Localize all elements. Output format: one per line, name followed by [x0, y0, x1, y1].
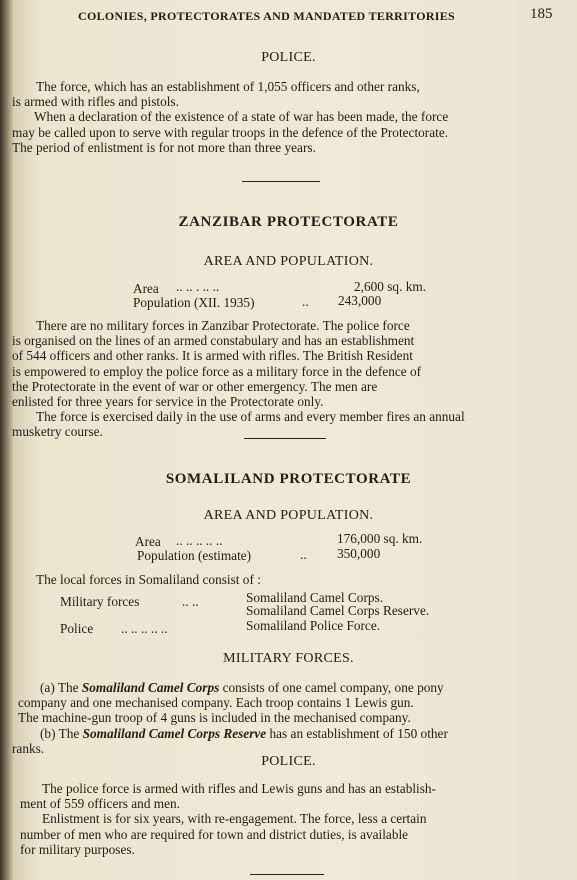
text-line: ment of 559 officers and men.	[20, 796, 181, 812]
text-line: Enlistment is for six years, with re-engagement. The force, less a certain	[42, 811, 427, 827]
text-line: is empowered to employ the police force as a military force in the defence of	[12, 363, 422, 379]
military-item: Somaliland Camel Corps.	[246, 590, 384, 605]
military-forces-label: Military forces	[60, 594, 140, 609]
police-heading: POLICE.	[261, 50, 316, 65]
section-divider	[244, 438, 326, 439]
text-line: There are no military forces in Zanzibar Protectorate. The police force	[36, 318, 410, 333]
text-line: The period of enlistment is for not more than three years.	[12, 139, 316, 155]
somaliland-police-paragraph	[12, 781, 557, 857]
text-line: The force, which has an establishment of 1,055 officers and other ranks,	[36, 79, 420, 94]
somaliland-title: SOMALILAND PROTECTORATE	[165, 471, 412, 487]
page-number: 185	[530, 6, 553, 22]
running-header: COLONIES, PROTECTORATES AND MANDATED TERRITORIES	[78, 9, 456, 23]
unit-name: Somaliland Camel Corps Reserve	[82, 725, 267, 741]
police-paragraph	[12, 79, 557, 155]
somaliland-area-population-heading: AREA AND POPULATION.	[203, 508, 374, 523]
text-line: of 544 officers and other ranks. It is armed with rifles. The British Resident	[12, 348, 413, 364]
text-line: enlisted for three years for service in the Protectorate only.	[12, 394, 324, 410]
text-line: ranks.	[12, 740, 45, 756]
police-item: Somaliland Police Force.	[246, 618, 381, 633]
zanzibar-area-population-heading: AREA AND POPULATION.	[203, 254, 374, 269]
zanzibar-area-label: Area	[133, 281, 159, 296]
section-divider	[250, 874, 324, 875]
somaliland-population-label: Population (estimate)	[137, 548, 252, 563]
forces-intro: The local forces in Somaliland consist of :	[36, 572, 261, 587]
section-divider	[242, 181, 320, 182]
text-fragment: consists of one camel company, one pony	[219, 680, 444, 695]
text-line: The machine-gun troop of 4 guns is included in the mechanised company.	[18, 710, 411, 726]
leader-dots: .. .. . .. ..	[176, 279, 220, 294]
zanzibar-area-value: 2,600 sq. km.	[354, 279, 427, 294]
zanzibar-population-label: Population (XII. 1935)	[133, 295, 255, 310]
text-line: number of men who are required for town and district duties, is available	[20, 826, 409, 842]
text-line: musketry course.	[12, 424, 103, 440]
text-line: may be called upon to serve with regular troops in the defence of the Protectorate.	[12, 124, 449, 140]
leader-dots: .. .. .. .. ..	[176, 533, 223, 548]
military-forces-paragraph	[12, 680, 557, 756]
text-line: company and one mechanised company. Each troop contains 1 Lewis gun.	[18, 695, 414, 711]
leader-dots: ..	[302, 294, 309, 309]
text-line: The force is exercised daily in the use of arms and every member fires an annual	[36, 409, 465, 425]
zanzibar-title: ZANZIBAR PROTECTORATE	[178, 214, 399, 230]
somaliland-area-label: Area	[135, 534, 161, 549]
leader-dots: ..	[300, 547, 307, 562]
text-fragment: (b) The	[40, 725, 83, 741]
somaliland-area-value: 176,000 sq. km.	[337, 531, 423, 546]
text-fragment: (a) The	[40, 680, 82, 695]
unit-name: Somaliland Camel Corps	[81, 680, 220, 695]
text-line	[12, 726, 557, 741]
military-forces-heading: MILITARY FORCES.	[223, 651, 354, 666]
leader-dots: .. ..	[182, 594, 199, 609]
leader-dots: .. .. .. .. ..	[121, 621, 168, 636]
somaliland-population-value: 350,000	[337, 546, 381, 561]
police-label: Police	[60, 621, 94, 636]
text-line: is armed with rifles and pistols.	[12, 94, 179, 110]
text-line: is organised on the lines of an armed constabulary and has an establishment	[12, 333, 415, 349]
text-line: The police force is armed with rifles and Lewis guns and has an establish-	[42, 781, 436, 796]
text-line: for military purposes.	[20, 841, 135, 857]
zanzibar-population-value: 243,000	[338, 293, 382, 308]
text-line: When a declaration of the existence of a state of war has been made, the force	[34, 109, 449, 125]
text-fragment: has an establishment of 150 other	[266, 725, 448, 741]
text-line: the Protectorate in the event of war or other emergency. The men are	[12, 378, 378, 394]
text-line	[12, 680, 557, 695]
somaliland-police-heading: POLICE.	[261, 754, 316, 769]
zanzibar-paragraph	[12, 318, 557, 440]
military-item: Somaliland Camel Corps Reserve.	[246, 603, 430, 618]
